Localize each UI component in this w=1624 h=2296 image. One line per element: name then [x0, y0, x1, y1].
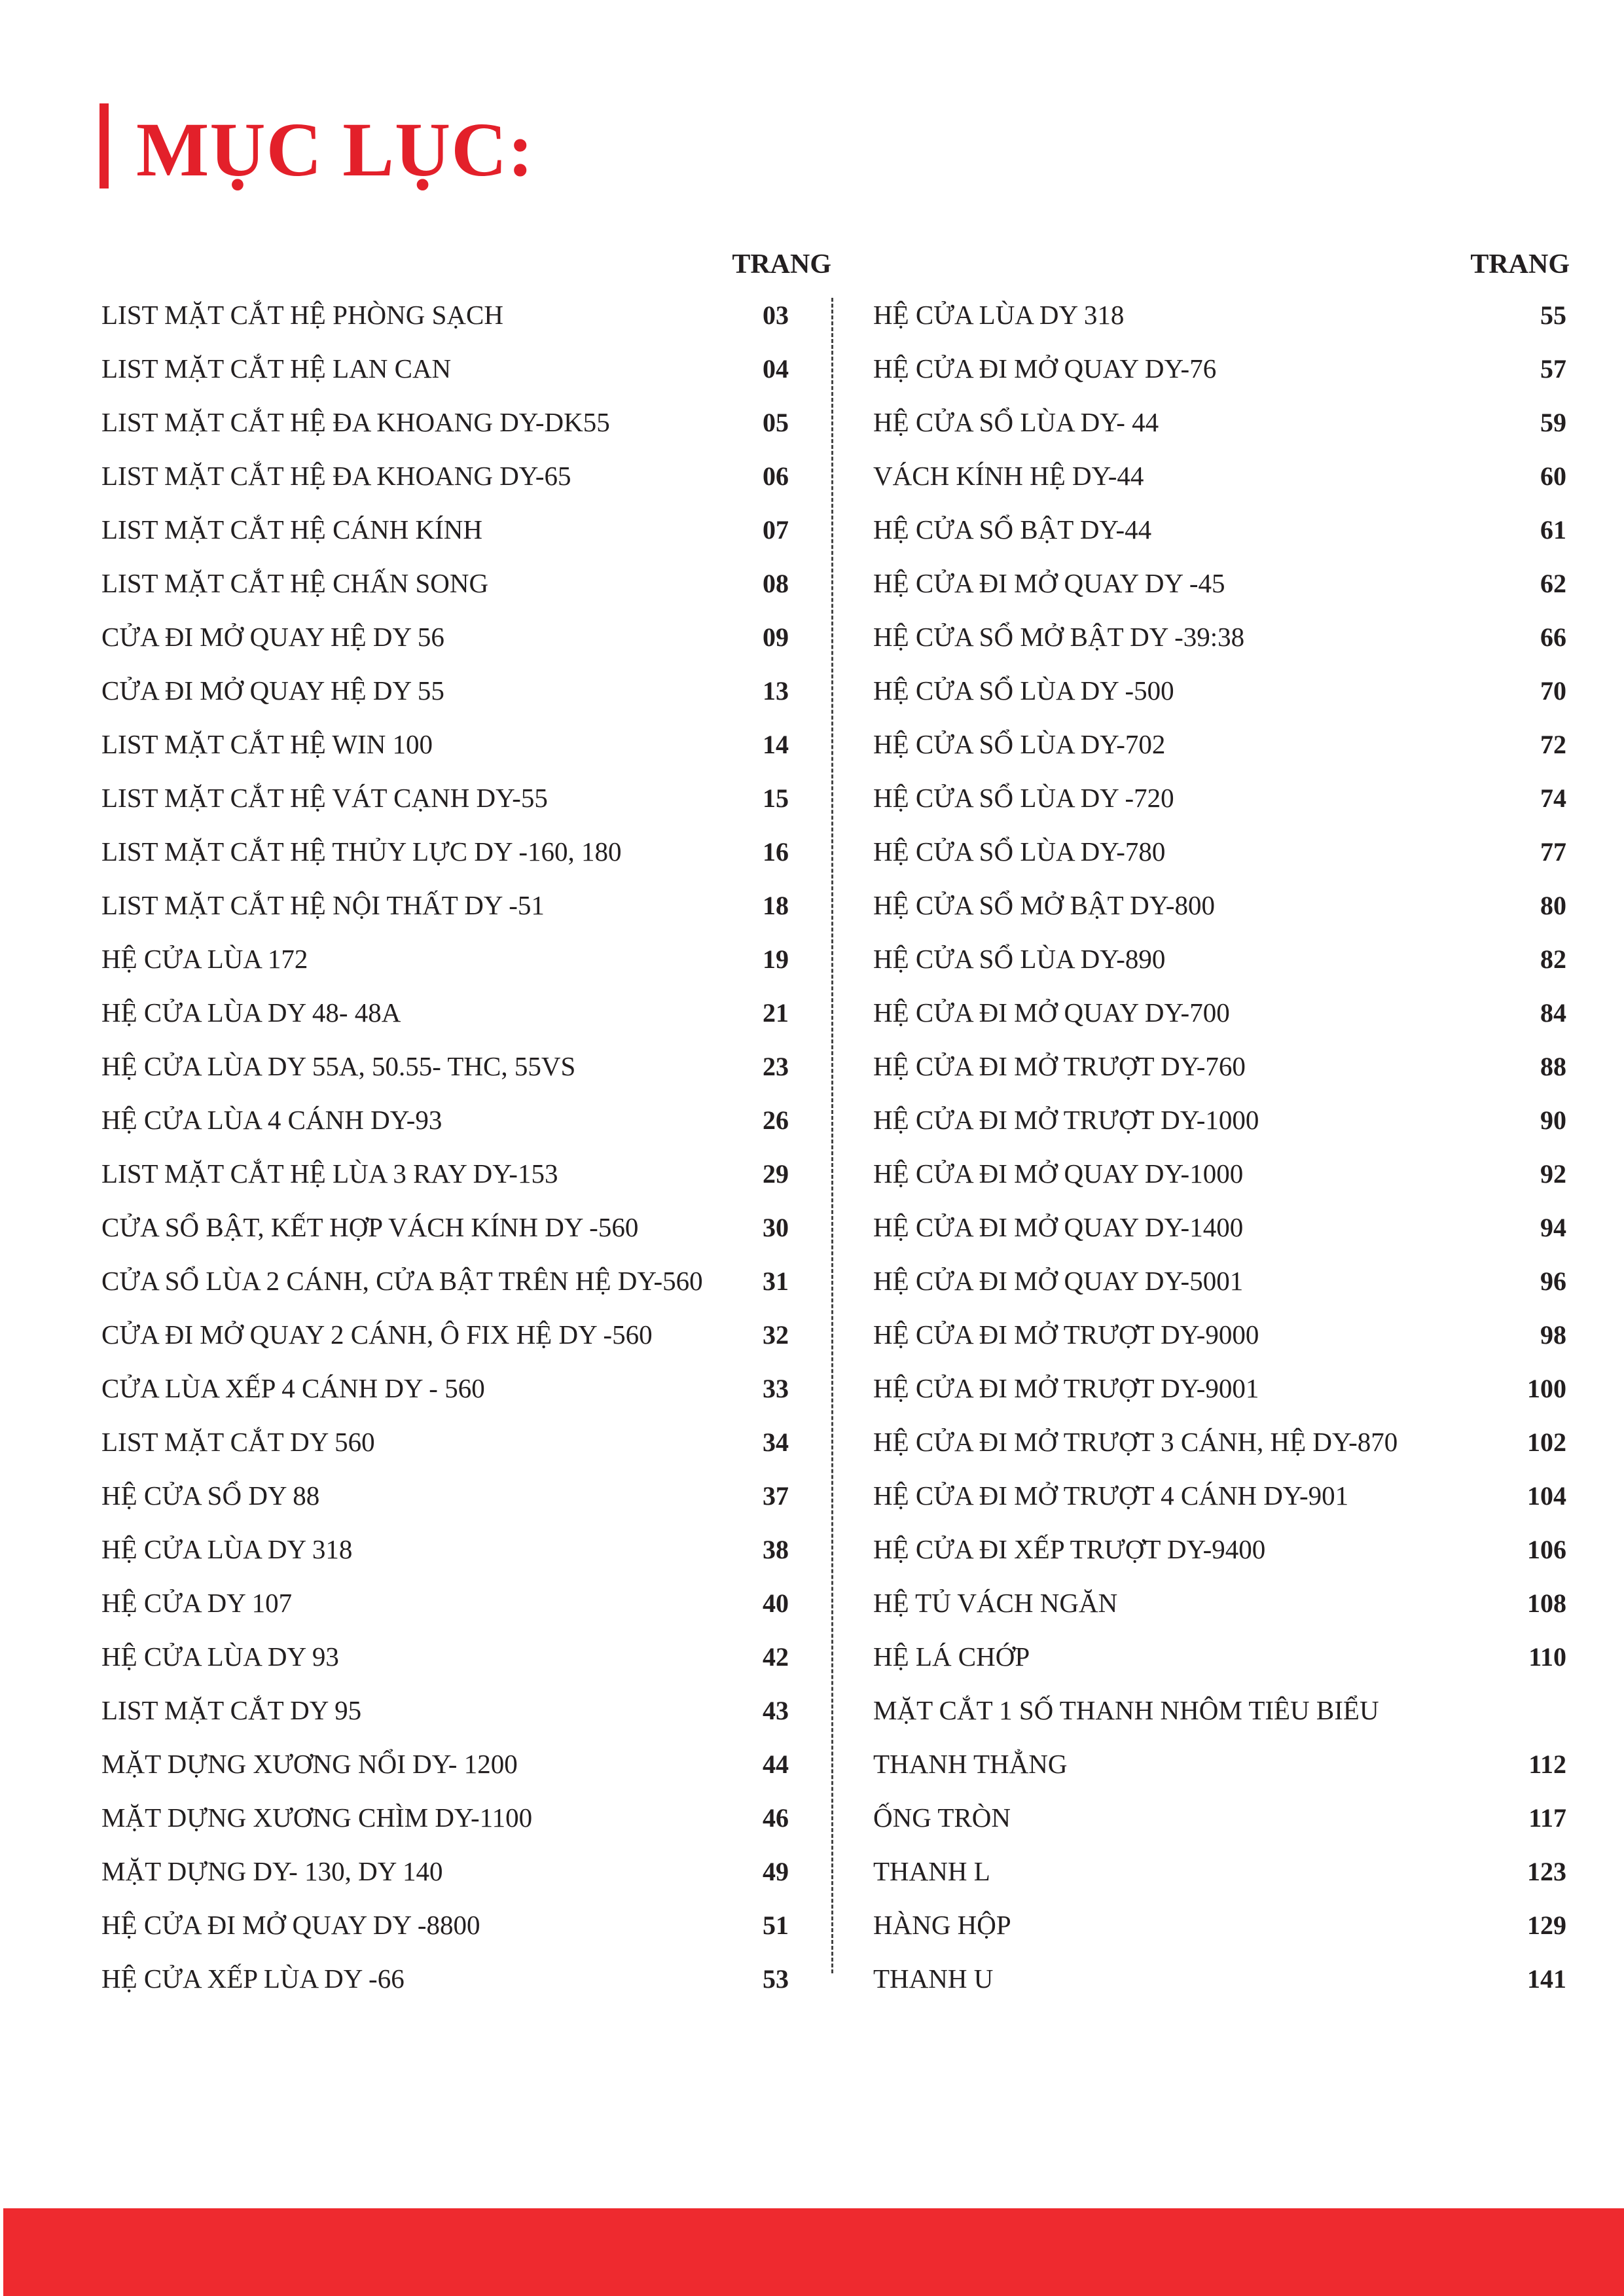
toc-entry[interactable]: [101, 288, 789, 342]
toc-entry[interactable]: [101, 1844, 789, 1898]
toc-entry-label: MẶT CẮT 1 SỐ THANH NHÔM TIÊU BIỂU: [873, 1695, 1379, 1725]
toc-entry-page: 43: [763, 1695, 789, 1725]
toc-entry-page: 80: [1540, 890, 1566, 920]
footer-band: [3, 2208, 1624, 2296]
toc-entry-page: 100: [1527, 1373, 1566, 1403]
toc-entry[interactable]: [873, 1522, 1566, 1576]
toc-entry[interactable]: [873, 1039, 1566, 1093]
toc-entry-label: HỆ CỬA SỔ LÙA DY-702: [873, 729, 1166, 759]
page-title: MỤC LỤC:: [136, 107, 534, 192]
toc-entry-page: 82: [1540, 944, 1566, 974]
toc-entry[interactable]: [101, 1898, 789, 1952]
toc-entry-label: HỆ CỬA SỔ MỞ BẬT DY-800: [873, 890, 1215, 920]
toc-entry-label: CỬA ĐI MỞ QUAY HỆ DY 55: [101, 675, 444, 706]
toc-entry-page: 129: [1527, 1910, 1566, 1940]
toc-entry-page: 53: [763, 1964, 789, 1994]
toc-entry[interactable]: [873, 1791, 1566, 1844]
toc-entry[interactable]: [101, 1469, 789, 1522]
toc-entry-page: 94: [1540, 1212, 1566, 1242]
toc-entry-page: 05: [763, 407, 789, 437]
toc-entry[interactable]: [101, 1039, 789, 1093]
toc-entry-page: 03: [763, 300, 789, 330]
toc-entry-label: HỆ CỬA SỔ LÙA DY -720: [873, 783, 1174, 813]
toc-entry-page: 90: [1540, 1105, 1566, 1135]
toc-entry[interactable]: [873, 1361, 1566, 1415]
toc-entry-label: LIST MẶT CẮT HỆ VÁT CẠNH DY-55: [101, 783, 548, 813]
toc-entry[interactable]: [101, 878, 789, 932]
toc-entry-label: HỆ CỬA SỔ MỞ BẬT DY -39:38: [873, 622, 1245, 652]
toc-entry-page: 16: [763, 836, 789, 867]
toc-entry[interactable]: [873, 1898, 1566, 1952]
toc-entry[interactable]: [101, 986, 789, 1039]
toc-entry-label: CỬA ĐI MỞ QUAY 2 CÁNH, Ô FIX HỆ DY -560: [101, 1319, 653, 1350]
toc-entry-label: MẶT DỰNG DY- 130, DY 140: [101, 1856, 443, 1886]
toc-entry-label: HỆ CỬA ĐI MỞ QUAY DY-5001: [873, 1266, 1244, 1296]
toc-entry-page: 31: [763, 1266, 789, 1296]
toc-entry[interactable]: [873, 1844, 1566, 1898]
toc-entry-page: 110: [1528, 1641, 1566, 1672]
toc-entry[interactable]: [873, 1683, 1566, 1737]
toc-entry-label: HỆ CỬA ĐI MỞ QUAY DY-1400: [873, 1212, 1244, 1242]
toc-entry[interactable]: [101, 1683, 789, 1737]
toc-entry-label: HỆ CỬA ĐI MỞ TRƯỢT DY-760: [873, 1051, 1246, 1081]
toc-entry[interactable]: [101, 1147, 789, 1200]
toc-entry[interactable]: [101, 1576, 789, 1630]
toc-entry[interactable]: [873, 1254, 1566, 1308]
toc-entry-page: 77: [1540, 836, 1566, 867]
toc-entry-page: 14: [763, 729, 789, 759]
toc-entry-page: 21: [763, 997, 789, 1028]
toc-entry-label: HỆ CỬA LÙA DY 48- 48A: [101, 997, 401, 1028]
toc-entry[interactable]: [101, 1415, 789, 1469]
toc-entry-label: HỆ CỬA ĐI MỞ QUAY DY -8800: [101, 1910, 480, 1940]
toc-entry-label: LIST MẶT CẮT HỆ LÙA 3 RAY DY-153: [101, 1158, 558, 1189]
toc-entry[interactable]: [873, 878, 1566, 932]
toc-entry-page: 15: [763, 783, 789, 813]
toc-list-right: [873, 288, 1566, 2005]
toc-entry-label: LIST MẶT CẮT HỆ PHÒNG SẠCH: [101, 300, 503, 330]
toc-entry-page: 19: [763, 944, 789, 974]
toc-entry-label: VÁCH KÍNH HỆ DY-44: [873, 461, 1144, 491]
toc-entry[interactable]: [873, 771, 1566, 825]
toc-entry-label: HỆ CỬA XẾP LÙA DY -66: [101, 1964, 405, 1994]
toc-entry-label: HỆ LÁ CHỚP: [873, 1641, 1030, 1672]
toc-entry-page: 84: [1540, 997, 1566, 1028]
toc-entry[interactable]: [101, 449, 789, 503]
toc-entry-label: HỆ CỬA ĐI MỞ TRƯỢT 4 CÁNH DY-901: [873, 1480, 1349, 1511]
toc-entry-page: 62: [1540, 568, 1566, 598]
toc-entry-page: 117: [1528, 1803, 1566, 1833]
toc-entry-label: ỐNG TRÒN: [873, 1803, 1011, 1833]
toc-entry-page: 23: [763, 1051, 789, 1081]
toc-entry[interactable]: [873, 503, 1566, 556]
toc-entry-page: 108: [1527, 1588, 1566, 1618]
toc-entry-page: 72: [1540, 729, 1566, 759]
toc-entry-label: HỆ CỬA LÙA DY 318: [873, 300, 1125, 330]
toc-entry-page: 49: [763, 1856, 789, 1886]
toc-entry-label: HỆ CỬA SỔ DY 88: [101, 1480, 320, 1511]
toc-entry-page: 44: [763, 1749, 789, 1779]
toc-entry[interactable]: [873, 1737, 1566, 1791]
toc-entry-page: 38: [763, 1534, 789, 1564]
toc-entry[interactable]: [873, 1630, 1566, 1683]
toc-entry[interactable]: [873, 556, 1566, 610]
toc-entry-label: HỆ CỬA ĐI MỞ TRƯỢT 3 CÁNH, HỆ DY-870: [873, 1427, 1398, 1457]
toc-entry[interactable]: [873, 1952, 1566, 2005]
toc-entry-label: LIST MẶT CẮT HỆ CÁNH KÍNH: [101, 514, 482, 545]
toc-entry-page: 42: [763, 1641, 789, 1672]
toc-entry-label: HỆ CỬA ĐI MỞ TRƯỢT DY-9000: [873, 1319, 1259, 1350]
toc-entry[interactable]: [101, 1200, 789, 1254]
toc-entry-page: 07: [763, 514, 789, 545]
toc-entry[interactable]: [101, 1254, 789, 1308]
toc-entry[interactable]: [873, 610, 1566, 664]
toc-entry[interactable]: [101, 395, 789, 449]
toc-entry[interactable]: [873, 1093, 1566, 1147]
toc-entry-label: HỆ CỬA ĐI MỞ QUAY DY -45: [873, 568, 1225, 598]
toc-entry-page: 102: [1527, 1427, 1566, 1457]
toc-entry[interactable]: [101, 503, 789, 556]
toc-entry-label: LIST MẶT CẮT HỆ LAN CAN: [101, 353, 452, 384]
toc-list-left: [101, 288, 789, 2005]
toc-entry[interactable]: [101, 717, 789, 771]
toc-entry-label: CỬA SỔ BẬT, KẾT HỢP VÁCH KÍNH DY -560: [101, 1212, 639, 1242]
toc-entry-page: 08: [763, 568, 789, 598]
toc-entry-page: 59: [1540, 407, 1566, 437]
toc-entry[interactable]: [101, 342, 789, 395]
toc-entry-page: 112: [1528, 1749, 1566, 1779]
toc-entry-label: HỆ CỬA ĐI XẾP TRƯỢT DY-9400: [873, 1534, 1266, 1564]
page-column-header: TRANG: [1470, 249, 1570, 279]
toc-entry[interactable]: [101, 1630, 789, 1683]
toc-entry-label: HỆ CỬA LÙA 4 CÁNH DY-93: [101, 1105, 442, 1135]
toc-entry[interactable]: [101, 556, 789, 610]
toc-entry-page: 123: [1527, 1856, 1566, 1886]
toc-entry-page: 74: [1540, 783, 1566, 813]
toc-entry-page: 96: [1540, 1266, 1566, 1296]
toc-entry-label: LIST MẶT CẮT HỆ ĐA KHOANG DY-65: [101, 461, 571, 491]
toc-entry-label: HỆ CỬA ĐI MỞ QUAY DY-76: [873, 353, 1217, 384]
toc-entry[interactable]: [873, 825, 1566, 878]
toc-entry-page: 26: [763, 1105, 789, 1135]
toc-entry-page: 04: [763, 353, 789, 384]
toc-entry-label: HỆ CỬA LÙA 172: [101, 944, 308, 974]
toc-entry-label: HỆ CỬA LÙA DY 55A, 50.55- THC, 55VS: [101, 1051, 576, 1081]
toc-entry[interactable]: [873, 395, 1566, 449]
toc-entry-page: 55: [1540, 300, 1566, 330]
toc-entry-label: HỆ CỬA ĐI MỞ TRƯỢT DY-9001: [873, 1373, 1259, 1403]
toc-entry-label: HỆ CỬA DY 107: [101, 1588, 293, 1618]
toc-entry-label: LIST MẶT CẮT HỆ THỦY LỰC DY -160, 180: [101, 836, 622, 867]
toc-entry-page: 29: [763, 1158, 789, 1189]
toc-column-left: [101, 249, 831, 2005]
toc-entry-label: LIST MẶT CẮT HỆ NỘI THẤT DY -51: [101, 890, 545, 920]
toc-entry-page: 09: [763, 622, 789, 652]
toc-entry-label: LIST MẶT CẮT DY 560: [101, 1427, 375, 1457]
toc-entry-page: 106: [1527, 1534, 1566, 1564]
toc-entry-label: HỆ CỬA SỔ LÙA DY-780: [873, 836, 1166, 867]
toc-entry-label: MẶT DỰNG XƯƠNG CHÌM DY-1100: [101, 1803, 533, 1833]
toc-entry-page: 18: [763, 890, 789, 920]
toc-entry-page: 57: [1540, 353, 1566, 384]
toc-entry[interactable]: [101, 771, 789, 825]
toc-entry-label: CỬA SỔ LÙA 2 CÁNH, CỬA BẬT TRÊN HỆ DY-560: [101, 1266, 703, 1296]
toc-entry-label: LIST MẶT CẮT HỆ ĐA KHOANG DY-DK55: [101, 407, 610, 437]
toc-entry-label: THANH THẲNG: [873, 1749, 1068, 1779]
toc-entry-label: LIST MẶT CẮT HỆ CHẤN SONG: [101, 568, 489, 598]
toc-entry[interactable]: [101, 664, 789, 717]
toc-entry[interactable]: [101, 1308, 789, 1361]
toc-entry-label: LIST MẶT CẮT DY 95: [101, 1695, 362, 1725]
toc-entry[interactable]: [873, 1576, 1566, 1630]
toc-entry-page: 104: [1527, 1480, 1566, 1511]
toc-entry[interactable]: [101, 1791, 789, 1844]
toc-entry-label: HỆ CỬA ĐI MỞ TRƯỢT DY-1000: [873, 1105, 1259, 1135]
toc-entry-label: HỆ CỬA ĐI MỞ QUAY DY-1000: [873, 1158, 1244, 1189]
toc-entry-label: THANH L: [873, 1856, 990, 1886]
toc-entry[interactable]: [873, 449, 1566, 503]
toc-entry-page: 141: [1527, 1964, 1566, 1994]
toc-entry-page: 33: [763, 1373, 789, 1403]
toc-entry[interactable]: [873, 664, 1566, 717]
toc-entry-page: 34: [763, 1427, 789, 1457]
toc-entry[interactable]: [873, 342, 1566, 395]
toc-entry-page: 40: [763, 1588, 789, 1618]
toc-entry-label: HỆ TỦ VÁCH NGĂN: [873, 1588, 1118, 1618]
toc-entry-label: CỬA LÙA XẾP 4 CÁNH DY - 560: [101, 1373, 485, 1403]
toc-entry-label: HỆ CỬA SỔ LÙA DY -500: [873, 675, 1174, 706]
toc-entry-page: 51: [763, 1910, 789, 1940]
toc-entry-page: 46: [763, 1803, 789, 1833]
toc-entry-label: HỆ CỬA ĐI MỞ QUAY DY-700: [873, 997, 1230, 1028]
toc-entry-page: 13: [763, 675, 789, 706]
toc-entry-label: CỬA ĐI MỞ QUAY HỆ DY 56: [101, 622, 444, 652]
title-accent-bar: [99, 103, 109, 188]
toc-entry[interactable]: [101, 1522, 789, 1576]
toc-entry[interactable]: [101, 1093, 789, 1147]
toc-entry[interactable]: [101, 1737, 789, 1791]
toc-entry[interactable]: [101, 1361, 789, 1415]
toc-entry[interactable]: [873, 1469, 1566, 1522]
toc-entry[interactable]: [873, 1200, 1566, 1254]
toc-entry[interactable]: [873, 1308, 1566, 1361]
toc-entry[interactable]: [101, 932, 789, 986]
toc-entry-label: HỆ CỬA LÙA DY 318: [101, 1534, 353, 1564]
toc-entry-page: 66: [1540, 622, 1566, 652]
toc-entry[interactable]: [873, 932, 1566, 986]
toc-entry-page: 60: [1540, 461, 1566, 491]
toc-entry[interactable]: [101, 1952, 789, 2005]
toc-entry-page: 32: [763, 1319, 789, 1350]
toc-entry-page: 61: [1540, 514, 1566, 545]
toc-entry[interactable]: [873, 986, 1566, 1039]
toc-entry-page: 88: [1540, 1051, 1566, 1081]
toc-entry[interactable]: [873, 1147, 1566, 1200]
toc-entry-label: LIST MẶT CẮT HỆ WIN 100: [101, 729, 433, 759]
toc-entry-page: 37: [763, 1480, 789, 1511]
page-column-header: TRANG: [732, 249, 831, 279]
toc-entry-page: 06: [763, 461, 789, 491]
toc-entry[interactable]: [873, 288, 1566, 342]
toc-entry-page: 70: [1540, 675, 1566, 706]
toc-entry-page: 92: [1540, 1158, 1566, 1189]
toc-entry[interactable]: [873, 1415, 1566, 1469]
toc-entry-label: HỆ CỬA LÙA DY 93: [101, 1641, 339, 1672]
toc-entry[interactable]: [873, 717, 1566, 771]
toc-entry-label: MẶT DỰNG XƯƠNG NỔI DY- 1200: [101, 1749, 518, 1779]
toc-entry-label: HỆ CỬA SỔ LÙA DY- 44: [873, 407, 1159, 437]
toc-entry[interactable]: [101, 610, 789, 664]
toc-entry[interactable]: [101, 825, 789, 878]
column-divider: [831, 298, 833, 1973]
toc-column-right: [873, 249, 1570, 2005]
toc-entry-page: 98: [1540, 1319, 1566, 1350]
toc-entry-page: 30: [763, 1212, 789, 1242]
toc-entry-label: HỆ CỬA SỔ LÙA DY-890: [873, 944, 1166, 974]
toc-entry-label: THANH U: [873, 1964, 994, 1994]
toc-entry-label: HÀNG HỘP: [873, 1910, 1011, 1940]
toc-entry-label: HỆ CỬA SỔ BẬT DY-44: [873, 514, 1152, 545]
